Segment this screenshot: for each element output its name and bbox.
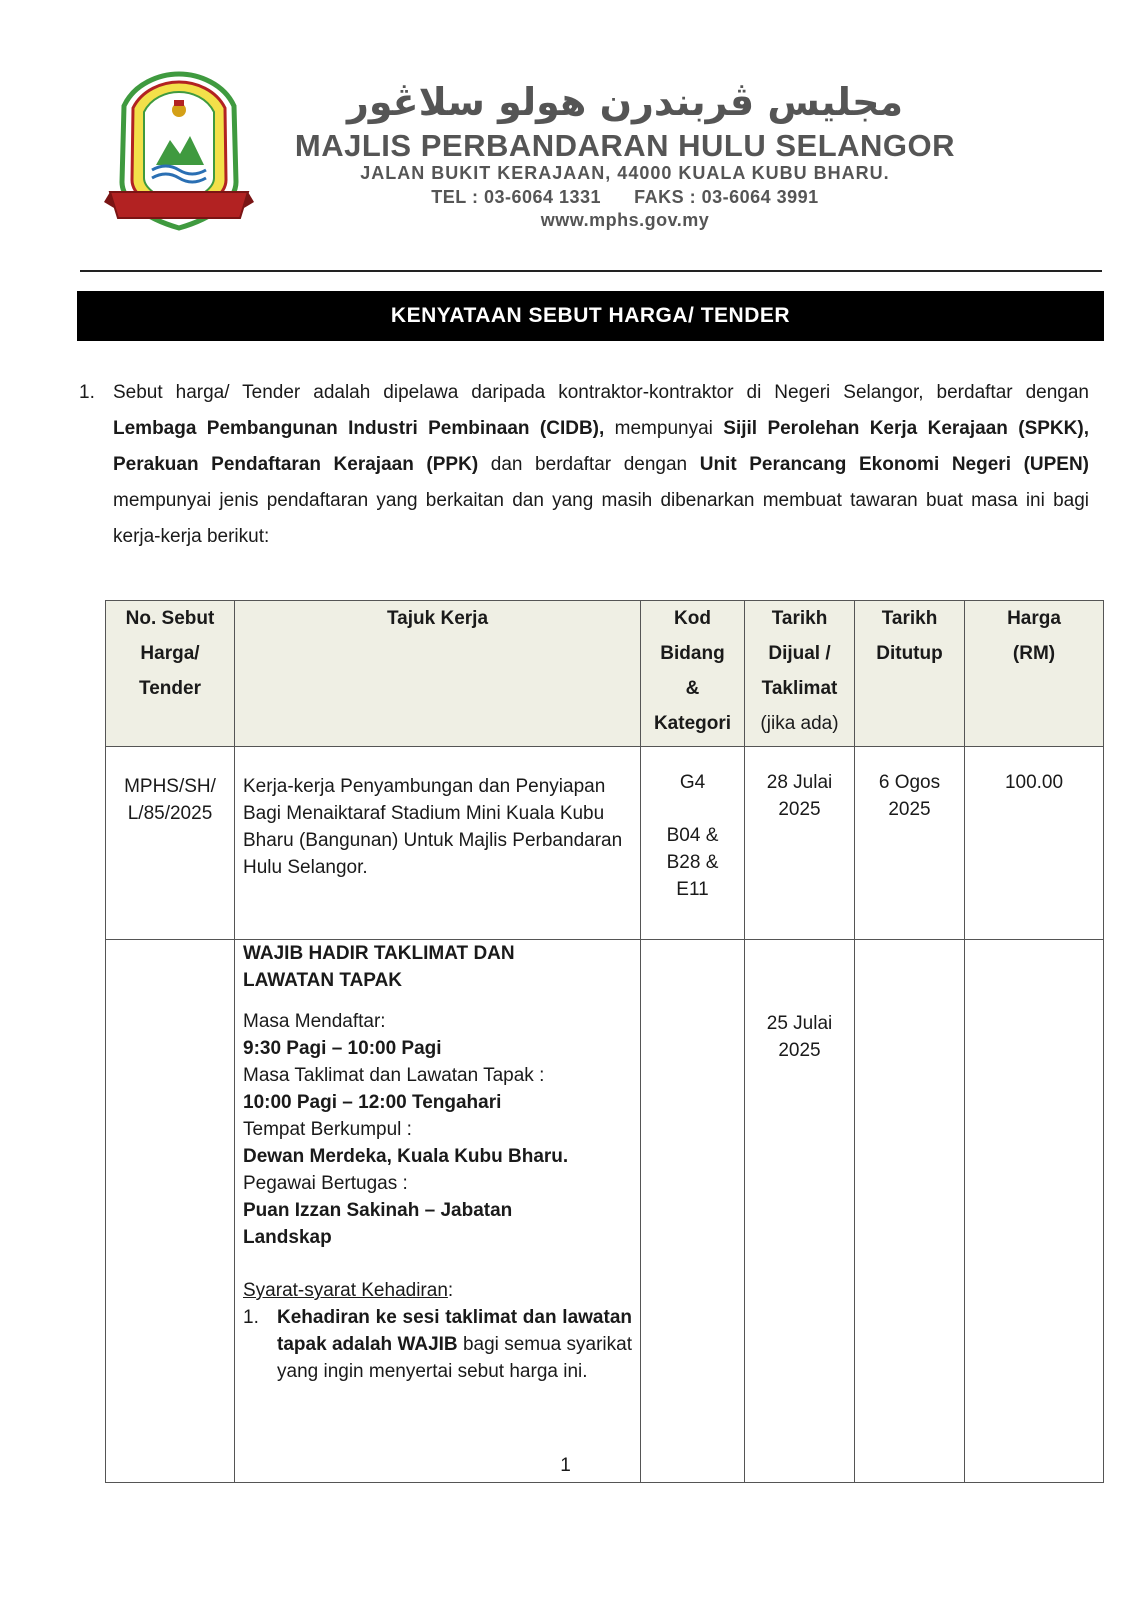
cell-no — [106, 747, 235, 940]
cell-kod — [641, 747, 745, 940]
tender-no-line: MPHS/SH/ — [124, 776, 216, 797]
briefing-value: 9:30 Pagi – 10:00 Pagi — [243, 1038, 442, 1059]
header-text: Kategori — [653, 713, 732, 734]
council-address: JALAN BUKIT KERAJAAN, 44000 KUALA KUBU BHARU. — [360, 163, 890, 183]
syarat-heading — [243, 1277, 632, 1304]
council-name-jawi: مجليس ڤربندرن هولو سلاڠور — [346, 80, 904, 124]
date-line: 6 Ogos — [878, 772, 941, 793]
header-text: Ditutup — [876, 643, 943, 664]
header-text: Harga — [1007, 608, 1061, 629]
header-text: Tender — [139, 678, 201, 699]
briefing-label: Masa Mendaftar: — [243, 1011, 386, 1032]
briefing-value: Dewan Merdeka, Kuala Kubu Bharu. — [243, 1146, 569, 1167]
header-harga — [965, 601, 1104, 747]
header-text: & — [685, 678, 700, 699]
intro-part-bold: Unit Perancang Ekonomi Negeri (UPEN) — [699, 454, 1090, 475]
briefing-value: 10:00 Pagi – 12:00 Tengahari — [243, 1092, 502, 1113]
syarat-item — [243, 1304, 632, 1385]
intro-part: mempunyai jenis pendaftaran yang berkaitan dan yang masih dibenarkan membuat tawaran buat masa ini bagi kerja-kerja berikut: — [113, 490, 1089, 547]
cell-taklimat-details — [235, 940, 641, 1483]
header-text: Kod — [674, 608, 711, 629]
header-note: (jika ada) — [760, 713, 839, 734]
header-tajuk: Tajuk Kerja — [235, 601, 641, 747]
kod-kategori: B04 & — [666, 825, 719, 846]
intro-part: mempunyai — [604, 418, 724, 439]
intro-part: Sebut harga/ Tender adalah dipelawa daripada kontraktor-kontraktor di Negeri Selangor, berdaftar dengan — [113, 382, 1089, 403]
briefing-heading: WAJIB HADIR TAKLIMAT DAN — [243, 943, 515, 964]
tender-no-line: L/85/2025 — [127, 803, 213, 824]
date-line: 2025 — [778, 799, 821, 820]
cell-tarikh-dijual — [745, 747, 855, 940]
header-tarikh-dijual — [745, 601, 855, 747]
briefing-label: Pegawai Bertugas : — [243, 1173, 408, 1194]
syarat-label: Syarat-syarat Kehadiran — [243, 1280, 448, 1301]
header-text: Bidang — [660, 643, 725, 664]
briefing-value: Landskap — [243, 1227, 332, 1248]
intro-part: dan berdaftar dengan — [478, 454, 700, 475]
cell-empty — [965, 940, 1104, 1483]
syarat-text-rest: bagi semua syarikat yang ingin menyertai sebut harga ini. — [277, 1334, 633, 1382]
council-logo — [104, 70, 254, 236]
briefing-heading: LAWATAN TAPAK — [243, 970, 403, 991]
cell-harga: 100.00 — [965, 747, 1104, 940]
notice-title: KENYATAAN SEBUT HARGA/ TENDER — [77, 291, 1104, 341]
spacer — [649, 796, 736, 822]
header-text: No. Sebut — [125, 608, 215, 629]
intro-part-bold: Lembaga Pembangunan Industri Pembinaan (CIDB), — [113, 418, 605, 439]
cell-tarikh-taklimat — [745, 940, 855, 1483]
header-text: Harga/ — [140, 643, 200, 664]
intro-part-bold: Sijil Perolehan Kerja Kerajaan (SPKK), Perakuan Pendaftaran Kerajaan (PPK) — [113, 418, 1089, 475]
header-text: Tarikh — [771, 608, 828, 629]
header-divider — [80, 270, 1102, 272]
spacer — [243, 994, 632, 1008]
header-text: (RM) — [1012, 643, 1056, 664]
intro-text — [113, 375, 1089, 555]
intro-paragraph — [79, 375, 1089, 555]
kod-kategori: B28 & — [666, 852, 719, 873]
syarat-number: 1. — [243, 1307, 259, 1328]
cell-empty — [641, 940, 745, 1483]
council-website: www.mphs.gov.my — [540, 210, 710, 230]
intro-number: 1. — [79, 382, 95, 403]
header-text: Taklimat — [761, 678, 838, 699]
cell-tarikh-ditutup — [855, 747, 965, 940]
kod-bidang: G4 — [679, 772, 706, 793]
date-line: 2025 — [778, 1040, 821, 1061]
table-row — [106, 747, 1104, 940]
header-tarikh-ditutup — [855, 601, 965, 747]
table-row — [106, 940, 1104, 1483]
syarat-colon: : — [447, 1280, 454, 1301]
cell-tajuk: Kerja-kerja Penyambungan dan Penyiapan Bagi Menaiktaraf Stadium Mini Kuala Kubu Bharu (Bangunan) Untuk Majlis Perbandaran Hulu Selangor. — [235, 747, 641, 940]
briefing-label: Masa Taklimat dan Lawatan Tapak : — [243, 1065, 545, 1086]
cell-empty — [106, 940, 235, 1483]
spacer — [243, 1251, 632, 1277]
table-header-row — [106, 601, 1104, 747]
date-line: 2025 — [888, 799, 931, 820]
briefing-value: Puan Izzan Sakinah – Jabatan — [243, 1200, 513, 1221]
header-no — [106, 601, 235, 747]
header-text: Dijual / — [768, 643, 831, 664]
page-number: 1 — [560, 1455, 571, 1476]
header-text: Tarikh — [881, 608, 938, 629]
council-name: MAJLIS PERBANDARAN HULU SELANGOR — [294, 128, 956, 163]
council-phone-fax: TEL : 03-6064 1331 FAKS : 03-6064 3991 — [431, 187, 819, 207]
date-line: 25 Julai — [766, 1013, 833, 1034]
date-line: 28 Julai — [766, 772, 833, 793]
syarat-text-bold: Kehadiran ke sesi taklimat dan lawatan tapak adalah WAJIB — [277, 1307, 632, 1355]
briefing-label: Tempat Berkumpul : — [243, 1119, 412, 1140]
kod-kategori: E11 — [676, 879, 709, 900]
tender-table — [105, 600, 1104, 1483]
syarat-text — [277, 1304, 632, 1385]
header-kod — [641, 601, 745, 747]
cell-empty — [855, 940, 965, 1483]
